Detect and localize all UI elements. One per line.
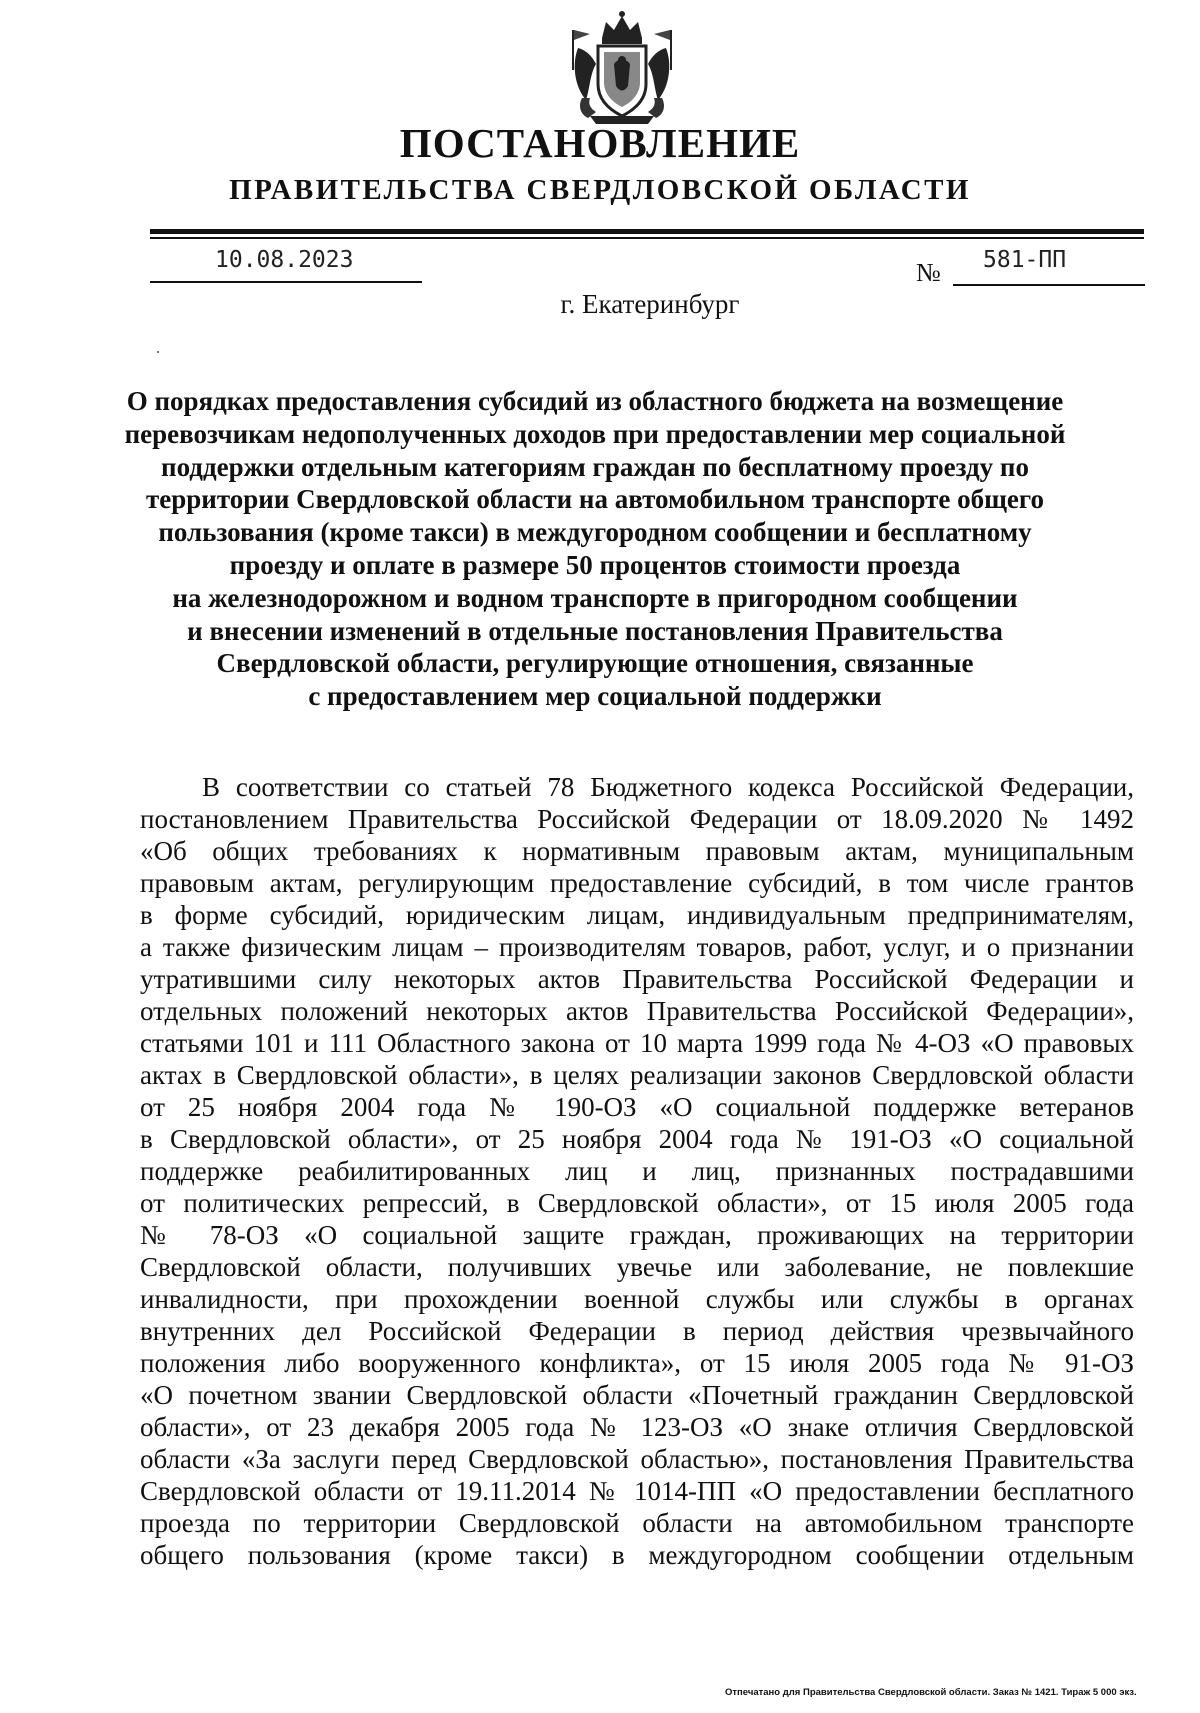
body-line: актах в Свердловской области», в целях реализации законов Свердловской области xyxy=(140,1060,1134,1090)
scan-speck xyxy=(157,351,159,353)
body-line: Свердловской области от 19.11.2014 № 1014-ПП «О предоставлении бесплатного xyxy=(140,1476,1134,1506)
document-type-heading: ПОСТАНОВЛЕНИЕ xyxy=(399,120,801,166)
city: г. Екатеринбург xyxy=(560,289,740,319)
body-line: В соответствии со статьей 78 Бюджетного кодекса Российской Федерации, xyxy=(202,772,1134,802)
number-sign: № xyxy=(916,258,941,287)
title-line: и внесении изменений в отдельные постановления Правительства xyxy=(187,615,1003,646)
body-line: области», от 23 декабря 2005 года № 123-ОЗ «О знаке отличия Свердловской xyxy=(140,1412,1134,1442)
header-rule-thick xyxy=(150,229,1144,234)
print-note: Отпечатано для Правительства Свердловской области. Заказ № 1421. Тираж 5 000 экз. xyxy=(725,1687,1137,1698)
title-line: перевозчикам недополученных доходов при предоставлении мер социальной xyxy=(124,418,1066,449)
body-line: отдельных положений некоторых актов Правительства Российской Федерации», xyxy=(140,996,1134,1026)
title-line: территории Свердловской области на автомобильном транспорте общего xyxy=(146,484,1044,515)
body-line: в форме субсидий, юридическим лицам, индивидуальным предпринимателям, xyxy=(140,900,1134,930)
body-line: правовым актам, регулирующим предоставление субсидий, в том числе грантов xyxy=(140,868,1134,898)
body-line: инвалидности, при прохождении военной службы или службы в органах xyxy=(140,1284,1134,1314)
title-line: поддержки отдельным категориям граждан по бесплатному проезду по xyxy=(161,451,1029,482)
body-line: общего пользования (кроме такси) в междугородном сообщении отдельным xyxy=(140,1540,1134,1570)
body-line: № 78-ОЗ «О социальной защите граждан, проживающих на территории xyxy=(140,1220,1134,1250)
body-line: от политических репрессий, в Свердловской области», от 15 июля 2005 года xyxy=(140,1188,1134,1218)
body-line: «Об общих требованиях к нормативным правовым актам, муниципальным xyxy=(140,836,1134,866)
title-line: О порядках предоставления субсидий из областного бюджета на возмещение xyxy=(126,386,1064,416)
body-line: «О почетном звании Свердловской области «Почетный гражданин Свердловской xyxy=(140,1380,1134,1410)
body-line: поддержке реабилитированных лиц и лиц, признанных пострадавшими xyxy=(140,1156,1134,1186)
date-underline xyxy=(150,281,422,283)
body-line: положения либо вооруженного конфликта», от 15 июля 2005 года № 91-ОЗ xyxy=(140,1348,1134,1378)
body-line: внутренних дел Российской Федерации в период действия чрезвычайного xyxy=(140,1316,1134,1346)
title-line: с предоставлением мер социальной поддержки xyxy=(308,681,882,712)
title-line: Свердловской области, регулирующие отношения, связанные xyxy=(216,648,974,679)
body-line: утратившими силу некоторых актов Правительства Российской Федерации и xyxy=(140,964,1134,994)
body-line: постановлением Правительства Российской Федерации от 18.09.2020 № 1492 xyxy=(140,804,1134,834)
body-line: а также физическим лицам – производителям товаров, работ, услуг, и о признании xyxy=(140,932,1134,962)
body-line: статьями 101 и 111 Областного закона от 10 марта 1999 года № 4-ОЗ «О правовых xyxy=(140,1028,1134,1058)
body-line: области «За заслуги перед Свердловской областью», постановления Правительства xyxy=(140,1444,1134,1474)
title-line: на железнодорожном и водном транспорте в пригородном сообщении xyxy=(172,582,1018,613)
coat-of-arms-icon xyxy=(568,8,676,126)
document-title xyxy=(120,385,1070,713)
body-line: в Свердловской области», от 25 ноября 2004 года № 191-ОЗ «О социальной xyxy=(140,1124,1134,1154)
document-number: 581-ПП xyxy=(983,247,1067,273)
body-line: Свердловской области, получивших увечье или заболевание, не повлекшие xyxy=(140,1252,1134,1282)
document-date: 10.08.2023 xyxy=(215,247,354,273)
body-line: проезда по территории Свердловской области на автомобильном транспорте xyxy=(140,1508,1134,1538)
title-line: пользования (кроме такси) в междугородном сообщении и бесплатному xyxy=(158,517,1032,548)
header-rule-thin xyxy=(150,237,1144,239)
issuer-heading: ПРАВИТЕЛЬСТВА СВЕРДЛОВСКОЙ ОБЛАСТИ xyxy=(229,174,971,206)
body-line: от 25 ноября 2004 года № 190-ОЗ «О социальной поддержке ветеранов xyxy=(140,1092,1134,1122)
body-paragraph xyxy=(140,771,1134,1571)
title-line: проезду и оплате в размере 50 процентов стоимости проезда xyxy=(229,549,961,580)
